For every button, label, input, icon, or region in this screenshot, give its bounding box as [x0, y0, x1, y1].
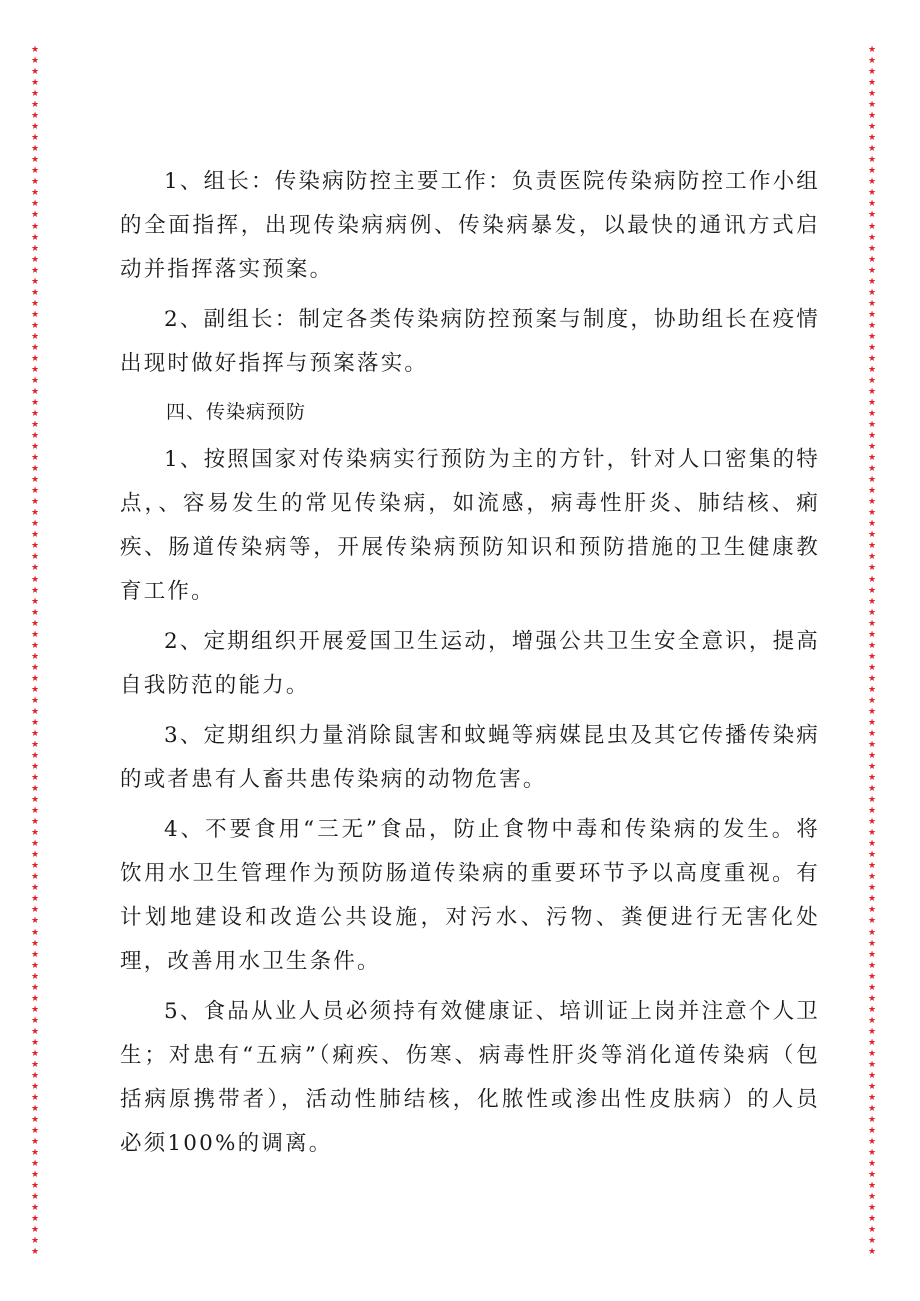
star-icon: ★: [30, 817, 40, 828]
star-icon: ★: [867, 298, 877, 309]
star-icon: ★: [867, 795, 877, 806]
star-icon: ★: [867, 1170, 877, 1181]
star-icon: ★: [867, 751, 877, 761]
star-icon: ★: [867, 662, 877, 673]
star-icon: ★: [30, 993, 40, 1004]
star-icon: ★: [867, 1148, 877, 1159]
paragraph-deputy-leader-duties: 2、副组长：制定各类传染病防控预案与制度，协助组长在疫情出现时做好指挥与预案落实。: [120, 307, 820, 376]
paragraph-food-workers: 5、食品从业人员必须持有效健康证、培训证上岗并注意个人卫生；对患有“五病”（痢疾、伤寒、病毒性肝炎等消化道传染病（包括病原携带者），活动性肺结核，化脓性或渗出性皮肤病）的人员必须100%的调离。: [120, 999, 820, 1156]
star-icon: ★: [867, 574, 877, 585]
star-icon: ★: [30, 1148, 40, 1159]
star-icon: ★: [30, 629, 40, 640]
star-icon: ★: [30, 773, 40, 784]
star-icon: ★: [30, 287, 40, 298]
star-icon: ★: [30, 541, 40, 552]
star-icon: ★: [30, 1170, 40, 1181]
star-icon: ★: [867, 1247, 877, 1258]
star-icon: ★: [30, 982, 40, 993]
star-icon: ★: [30, 420, 40, 431]
star-icon: ★: [867, 971, 877, 982]
star-icon: ★: [867, 67, 877, 78]
star-icon: ★: [30, 111, 40, 122]
star-icon: ★: [30, 56, 40, 67]
star-icon: ★: [867, 1059, 877, 1070]
star-icon: ★: [30, 1081, 40, 1092]
star-icon: ★: [30, 431, 40, 442]
star-icon: ★: [867, 464, 877, 475]
star-icon: ★: [867, 1236, 877, 1247]
star-icon: ★: [867, 56, 877, 67]
star-icon: ★: [30, 45, 40, 55]
star-icon: ★: [867, 1070, 877, 1081]
star-icon: ★: [867, 1203, 877, 1214]
star-icon: ★: [867, 872, 877, 883]
star-icon: ★: [867, 100, 877, 111]
star-icon: ★: [867, 320, 877, 331]
star-icon: ★: [30, 1059, 40, 1070]
star-icon: ★: [867, 905, 877, 916]
star-icon: ★: [30, 210, 40, 221]
star-icon: ★: [867, 828, 877, 839]
star-icon: ★: [867, 960, 877, 971]
paragraph-prevention-policy: 1、按照国家对传染病实行预防为主的方针，针对人口密集的特点，、容易发生的常见传染病，如流感，病毒性肝炎、肺结核、痢疾、肠道传染病等，开展传染病预防知识和预防措施的卫生健康教育工作。: [120, 447, 820, 604]
star-icon: ★: [30, 552, 40, 563]
star-icon: ★: [30, 806, 40, 817]
star-icon: ★: [30, 188, 40, 199]
star-icon: ★: [867, 596, 877, 607]
star-icon: ★: [30, 673, 40, 684]
star-icon: ★: [867, 1092, 877, 1103]
star-icon: ★: [30, 1092, 40, 1103]
star-icon: ★: [867, 442, 877, 453]
star-icon: ★: [867, 221, 877, 232]
star-icon: ★: [30, 894, 40, 905]
star-icon: ★: [867, 1081, 877, 1092]
star-icon: ★: [867, 1026, 877, 1037]
star-icon: ★: [30, 309, 40, 320]
star-icon: ★: [867, 1192, 877, 1203]
star-icon: ★: [30, 1126, 40, 1137]
section-title-prevention: 四、传染病预防: [166, 401, 307, 423]
star-icon: ★: [867, 1048, 877, 1059]
star-icon: ★: [30, 1203, 40, 1214]
star-icon: ★: [867, 695, 877, 706]
star-icon: ★: [867, 386, 877, 397]
star-icon: ★: [30, 331, 40, 342]
star-icon: ★: [867, 265, 877, 276]
star-icon: ★: [867, 728, 877, 739]
star-icon: ★: [30, 177, 40, 188]
star-icon: ★: [30, 453, 40, 464]
star-icon: ★: [867, 651, 877, 662]
paragraph-pest-control: 3、定期组织力量消除鼠害和蚊蝇等病媒昆虫及其它传播传染病的或者患有人畜共患传染病的动物危害。: [120, 723, 820, 792]
star-icon: ★: [30, 122, 40, 133]
star-icon: ★: [30, 574, 40, 585]
star-icon: ★: [867, 420, 877, 431]
star-icon: ★: [867, 784, 877, 795]
star-icon: ★: [867, 497, 877, 508]
star-icon: ★: [867, 1004, 877, 1015]
star-icon: ★: [30, 728, 40, 739]
star-icon: ★: [867, 199, 877, 210]
star-icon: ★: [30, 651, 40, 662]
star-icon: ★: [867, 762, 877, 773]
star-icon: ★: [867, 232, 877, 243]
star-icon: ★: [30, 320, 40, 331]
star-icon: ★: [867, 1159, 877, 1170]
star-icon: ★: [30, 386, 40, 397]
star-icon: ★: [30, 1137, 40, 1148]
star-icon: ★: [30, 254, 40, 265]
star-icon: ★: [867, 375, 877, 386]
star-icon: ★: [30, 585, 40, 596]
star-icon: ★: [30, 232, 40, 243]
star-icon: ★: [867, 508, 877, 519]
star-icon: ★: [867, 927, 877, 938]
star-icon: ★: [867, 806, 877, 817]
star-icon: ★: [867, 122, 877, 133]
star-icon: ★: [30, 861, 40, 872]
star-icon: ★: [867, 177, 877, 188]
star-icon: ★: [867, 773, 877, 784]
star-icon: ★: [867, 629, 877, 640]
star-icon: ★: [867, 309, 877, 320]
star-icon: ★: [30, 519, 40, 530]
star-icon: ★: [30, 442, 40, 453]
left-star-border: [27, 46, 43, 1258]
star-icon: ★: [30, 883, 40, 894]
star-icon: ★: [30, 762, 40, 773]
star-icon: ★: [30, 938, 40, 949]
star-icon: ★: [30, 497, 40, 508]
star-icon: ★: [867, 817, 877, 828]
star-icon: ★: [30, 1159, 40, 1170]
star-icon: ★: [30, 1048, 40, 1059]
star-icon: ★: [867, 133, 877, 144]
star-icon: ★: [867, 431, 877, 442]
star-icon: ★: [867, 717, 877, 728]
star-icon: ★: [867, 839, 877, 850]
star-icon: ★: [30, 298, 40, 309]
star-icon: ★: [867, 618, 877, 629]
star-icon: ★: [867, 210, 877, 221]
star-icon: ★: [30, 905, 40, 916]
star-icon: ★: [30, 739, 40, 750]
star-icon: ★: [867, 1015, 877, 1026]
star-icon: ★: [30, 596, 40, 607]
star-icon: ★: [867, 883, 877, 894]
star-icon: ★: [867, 1037, 877, 1048]
star-icon: ★: [30, 640, 40, 651]
star-icon: ★: [867, 188, 877, 199]
star-icon: ★: [867, 938, 877, 949]
star-icon: ★: [30, 475, 40, 486]
star-icon: ★: [30, 607, 40, 618]
star-icon: ★: [867, 916, 877, 927]
star-icon: ★: [867, 254, 877, 265]
paragraph-patriotic-health: 2、定期组织开展爱国卫生运动，增强公共卫生安全意识，提高自我防范的能力。: [120, 629, 820, 698]
star-icon: ★: [30, 684, 40, 695]
star-icon: ★: [30, 78, 40, 89]
star-icon: ★: [30, 199, 40, 210]
star-icon: ★: [30, 717, 40, 728]
star-icon: ★: [30, 1070, 40, 1081]
star-icon: ★: [867, 993, 877, 1004]
star-icon: ★: [867, 78, 877, 89]
star-icon: ★: [30, 1181, 40, 1192]
star-icon: ★: [30, 1192, 40, 1203]
star-icon: ★: [30, 1247, 40, 1258]
star-icon: ★: [30, 695, 40, 706]
star-icon: ★: [30, 872, 40, 883]
star-icon: ★: [867, 706, 877, 717]
star-icon: ★: [867, 850, 877, 861]
star-icon: ★: [867, 563, 877, 574]
star-icon: ★: [30, 100, 40, 111]
star-icon: ★: [867, 331, 877, 342]
right-star-border: [864, 46, 880, 1258]
star-icon: ★: [30, 353, 40, 364]
star-icon: ★: [30, 464, 40, 475]
star-icon: ★: [30, 276, 40, 287]
star-icon: ★: [867, 861, 877, 872]
star-icon: ★: [30, 563, 40, 574]
star-icon: ★: [867, 486, 877, 497]
star-icon: ★: [30, 375, 40, 386]
star-icon: ★: [867, 364, 877, 375]
star-icon: ★: [30, 751, 40, 761]
star-icon: ★: [30, 971, 40, 982]
star-icon: ★: [30, 1037, 40, 1048]
star-icon: ★: [30, 508, 40, 519]
star-icon: ★: [30, 1236, 40, 1247]
star-icon: ★: [30, 1225, 40, 1236]
star-icon: ★: [867, 475, 877, 486]
star-icon: ★: [30, 144, 40, 155]
paragraph-food-water-safety: 4、不要食用“三无”食品，防止食物中毒和传染病的发生。将饮用水卫生管理作为预防肠道传染病的重要环节予以高度重视。有计划地建设和改造公共设施，对污水、污物、粪便进行无害化处理，改善用水卫生条件。: [120, 817, 820, 974]
star-icon: ★: [867, 1126, 877, 1137]
star-icon: ★: [867, 673, 877, 684]
star-icon: ★: [867, 111, 877, 122]
star-icon: ★: [30, 243, 40, 254]
star-icon: ★: [867, 287, 877, 298]
star-icon: ★: [867, 949, 877, 960]
star-icon: ★: [867, 1225, 877, 1236]
star-icon: ★: [867, 530, 877, 541]
star-icon: ★: [30, 850, 40, 861]
star-icon: ★: [30, 342, 40, 353]
star-icon: ★: [867, 353, 877, 364]
star-icon: ★: [867, 398, 877, 408]
star-icon: ★: [867, 342, 877, 353]
star-icon: ★: [30, 960, 40, 971]
star-icon: ★: [867, 276, 877, 287]
star-icon: ★: [30, 409, 40, 420]
paragraph-leader-duties: 1、组长：传染病防控主要工作：负责医院传染病防控工作小组的全面指挥，出现传染病病例、传染病暴发，以最快的通讯方式启动并指挥落实预案。: [120, 169, 820, 282]
star-icon: ★: [30, 166, 40, 177]
star-icon: ★: [30, 265, 40, 276]
star-icon: ★: [867, 552, 877, 563]
star-icon: ★: [867, 1181, 877, 1192]
star-icon: ★: [30, 155, 40, 166]
star-icon: ★: [30, 1015, 40, 1026]
star-icon: ★: [30, 89, 40, 100]
star-icon: ★: [30, 916, 40, 927]
star-icon: ★: [867, 243, 877, 254]
star-icon: ★: [867, 607, 877, 618]
star-icon: ★: [867, 982, 877, 993]
star-icon: ★: [867, 1115, 877, 1126]
star-icon: ★: [867, 155, 877, 166]
star-icon: ★: [867, 409, 877, 420]
star-icon: ★: [867, 541, 877, 552]
star-icon: ★: [30, 1104, 40, 1114]
star-icon: ★: [30, 530, 40, 541]
star-icon: ★: [30, 221, 40, 232]
star-icon: ★: [867, 144, 877, 155]
star-icon: ★: [30, 1115, 40, 1126]
star-icon: ★: [867, 1214, 877, 1225]
star-icon: ★: [30, 1214, 40, 1225]
star-icon: ★: [30, 364, 40, 375]
star-icon: ★: [867, 1104, 877, 1114]
star-icon: ★: [30, 133, 40, 144]
star-icon: ★: [867, 519, 877, 530]
star-icon: ★: [867, 89, 877, 100]
star-icon: ★: [30, 67, 40, 78]
document-body: [120, 160, 820, 1172]
star-icon: ★: [30, 398, 40, 408]
star-icon: ★: [30, 795, 40, 806]
star-icon: ★: [867, 640, 877, 651]
star-icon: ★: [867, 45, 877, 55]
star-icon: ★: [30, 828, 40, 839]
star-icon: ★: [867, 684, 877, 695]
star-icon: ★: [867, 894, 877, 905]
star-icon: ★: [30, 1004, 40, 1015]
star-icon: ★: [30, 486, 40, 497]
star-icon: ★: [30, 706, 40, 717]
star-icon: ★: [30, 927, 40, 938]
star-icon: ★: [30, 618, 40, 629]
star-icon: ★: [867, 453, 877, 464]
star-icon: ★: [867, 166, 877, 177]
star-icon: ★: [30, 784, 40, 795]
star-icon: ★: [867, 1137, 877, 1148]
star-icon: ★: [867, 585, 877, 596]
star-icon: ★: [30, 662, 40, 673]
star-icon: ★: [867, 739, 877, 750]
star-icon: ★: [30, 1026, 40, 1037]
star-icon: ★: [30, 949, 40, 960]
star-icon: ★: [30, 839, 40, 850]
